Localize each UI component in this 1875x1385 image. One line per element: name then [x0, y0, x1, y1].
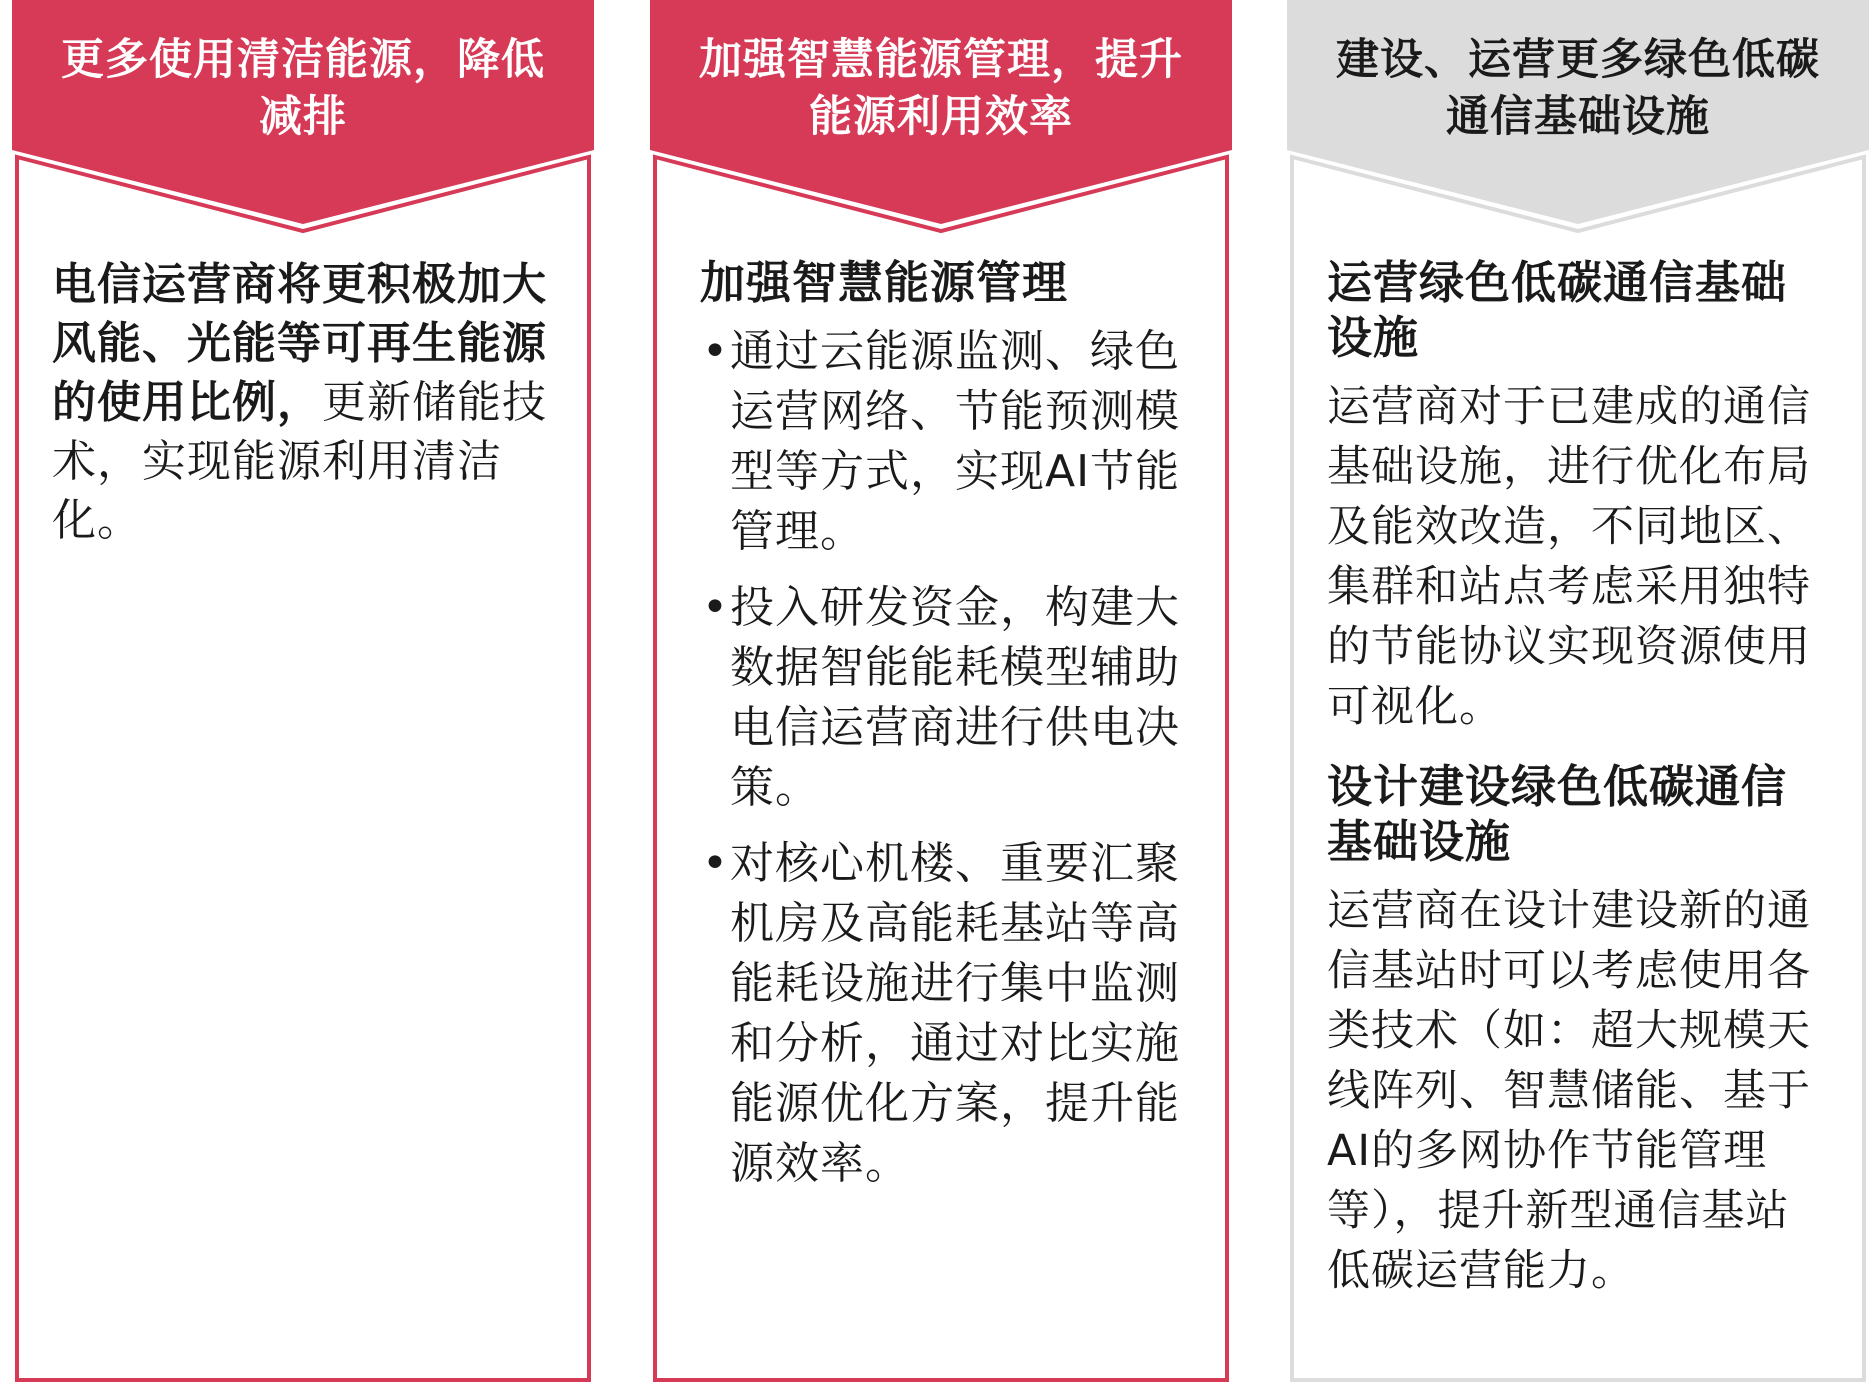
pillar-title-line: 加强智慧能源管理，提升 — [699, 35, 1183, 85]
pillar-body — [700, 255, 1202, 1210]
pillar-title-line: 能源利用效率 — [809, 92, 1073, 142]
pillar-title-line: 通信基础设施 — [1446, 92, 1710, 142]
bullet-text: 对核心机楼、重要汇聚机房及高能耗基站等高能耗设施进行集中监测和分析，通过对比实施能源优化方案，提升能源效率。 — [730, 838, 1180, 1189]
section-body: 运营商在设计建设新的通信基站时可以考虑使用各类技术（如：超大规模天线阵列、智慧储能、基于AI的多网协作节能管理等），提升新型通信基站低碳运营能力。 — [1327, 886, 1811, 1296]
pillar-paragraph — [52, 255, 554, 550]
bullet-icon: • — [702, 582, 729, 633]
pillar-green-infrastructure — [1287, 0, 1869, 1385]
section-title: 加强智慧能源管理 — [700, 256, 1069, 309]
bullet-item — [700, 322, 1202, 562]
pillar-title — [12, 32, 594, 146]
paragraph-bold-text: 电信运营商将更积极加大风能、光能等可再生能源的使用比例， — [52, 259, 547, 428]
pillar-body — [52, 255, 554, 550]
pillar-clean-energy — [12, 0, 594, 1385]
pillar-frame — [12, 0, 594, 1385]
bullet-item — [700, 834, 1202, 1194]
bullet-text: 通过云能源监测、绿色运营网络、节能预测模型等方式，实现AI节能管理。 — [730, 326, 1181, 557]
pillar-title-line: 减排 — [259, 92, 347, 142]
pillar-smart-energy-management — [650, 0, 1232, 1385]
bullet-text: 投入研发资金，构建大数据智能能耗模型辅助电信运营商进行供电决策。 — [730, 582, 1180, 813]
section-title: 运营绿色低碳通信基础设施 — [1327, 256, 1788, 364]
pillar-title — [1287, 32, 1869, 146]
bullet-item — [700, 578, 1202, 818]
bullet-list — [700, 322, 1202, 1194]
pillar-title-line: 建设、运营更多绿色低碳 — [1336, 35, 1820, 85]
paragraph-text: 更新储能技术，实现能源利用清洁化。 — [52, 377, 547, 546]
section-title: 设计建设绿色低碳通信基础设施 — [1327, 760, 1788, 868]
pillar-body — [1327, 255, 1829, 1323]
section-body: 运营商对于已建成的通信基础设施，进行优化布局及能效改造，不同地区、集群和站点考虑采用独特的节能协议实现资源使用可视化。 — [1327, 382, 1811, 732]
bullet-icon: • — [702, 326, 729, 377]
pillar-title-line: 更多使用清洁能源，降低 — [61, 35, 545, 85]
bullet-icon: • — [702, 838, 729, 889]
pillar-title — [650, 32, 1232, 146]
